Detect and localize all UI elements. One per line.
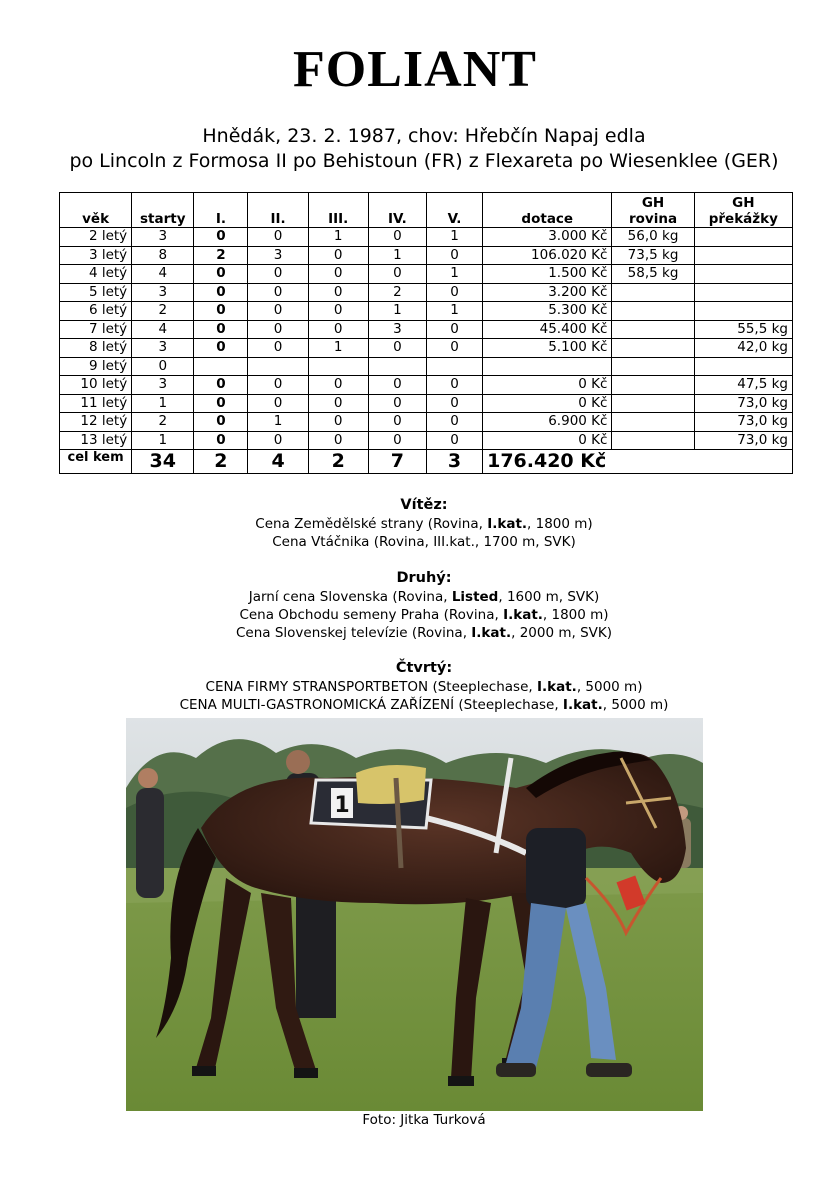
table-cell: 0 xyxy=(194,413,248,432)
table-cell: 3 xyxy=(248,246,308,265)
result-text: Cena Vtáčnika (Rovina, III.kat., 1700 m, SVK) xyxy=(272,534,576,550)
table-cell: 1 xyxy=(368,302,426,321)
total-starts: 34 xyxy=(132,450,194,474)
table-cell: 6 letý xyxy=(60,302,132,321)
table-cell xyxy=(612,320,694,339)
table-row xyxy=(60,394,793,413)
result-text: CENA FIRMY STRANSPORTBETON (Steeplechase, xyxy=(205,679,537,695)
table-cell: 1 xyxy=(132,431,194,450)
table-cell: 3 xyxy=(132,376,194,395)
table-cell: 0 xyxy=(194,302,248,321)
table-cell: 45.400 Kč xyxy=(483,320,612,339)
total-earnings: 176.420 Kč xyxy=(483,450,793,474)
table-cell: 0 xyxy=(194,339,248,358)
result-category: I.kat. xyxy=(503,607,543,623)
horse-details: Hnědák, 23. 2. 1987, chov: Hřebčín Napaj edla xyxy=(202,125,646,147)
table-cell xyxy=(612,413,694,432)
table-cell: 0 xyxy=(308,302,368,321)
result-line xyxy=(0,696,830,714)
table-cell: 73,0 kg xyxy=(694,394,792,413)
result-text: Jarní cena Slovenska (Rovina, xyxy=(248,589,452,605)
table-row xyxy=(60,246,793,265)
table-cell: 3.000 Kč xyxy=(483,228,612,247)
table-cell: 5.300 Kč xyxy=(483,302,612,321)
table-row xyxy=(60,228,793,247)
table-cell: 3.200 Kč xyxy=(483,283,612,302)
col-header: starty xyxy=(132,193,194,228)
table-cell: 56,0 kg xyxy=(612,228,694,247)
table-cell: 0 xyxy=(248,339,308,358)
table-cell: 73,0 kg xyxy=(694,413,792,432)
table-cell xyxy=(308,357,368,376)
col-header: GH rovina xyxy=(612,193,694,228)
result-line xyxy=(0,624,830,642)
table-cell: 0 xyxy=(308,413,368,432)
result-line xyxy=(0,533,830,551)
table-cell: 1 xyxy=(308,339,368,358)
table-cell: 0 xyxy=(368,394,426,413)
career-table xyxy=(59,192,793,474)
table-cell: 4 letý xyxy=(60,265,132,284)
table-cell: 2 xyxy=(132,413,194,432)
result-category: I.kat. xyxy=(471,625,512,641)
table-row xyxy=(60,413,793,432)
table-cell: 11 letý xyxy=(60,394,132,413)
winner-section xyxy=(0,496,830,551)
result-category: I.kat. xyxy=(536,679,577,695)
table-row xyxy=(60,339,793,358)
table-cell: 3 xyxy=(132,228,194,247)
col-header: II. xyxy=(248,193,308,228)
table-cell: 0 xyxy=(426,394,482,413)
table-cell: 55,5 kg xyxy=(694,320,792,339)
result-line xyxy=(0,606,830,624)
table-cell: 0 xyxy=(248,228,308,247)
table-cell: 13 letý xyxy=(60,431,132,450)
table-cell: 3 xyxy=(368,320,426,339)
col-header: IV. xyxy=(368,193,426,228)
col-header: I. xyxy=(194,193,248,228)
second-heading: Druhý: xyxy=(396,570,452,586)
table-cell: 0 xyxy=(248,320,308,339)
table-row xyxy=(60,376,793,395)
table-cell: 0 xyxy=(194,265,248,284)
table-cell xyxy=(694,302,792,321)
table-cell xyxy=(612,339,694,358)
result-line xyxy=(0,588,830,606)
table-cell: 12 letý xyxy=(60,413,132,432)
table-cell: 0 Kč xyxy=(483,394,612,413)
result-category: Listed xyxy=(451,589,499,605)
table-cell: 0 xyxy=(194,228,248,247)
table-cell xyxy=(612,357,694,376)
table-cell: 1 xyxy=(426,228,482,247)
table-cell: 10 letý xyxy=(60,376,132,395)
result-text: , 1800 m) xyxy=(527,516,593,532)
table-cell: 2 xyxy=(368,283,426,302)
table-cell: 0 xyxy=(194,283,248,302)
table-cell: 0 xyxy=(426,283,482,302)
table-cell: 6.900 Kč xyxy=(483,413,612,432)
table-row xyxy=(60,265,793,284)
result-text: , 2000 m, SVK) xyxy=(511,625,612,641)
table-header-row xyxy=(60,193,793,228)
table-cell: 0 Kč xyxy=(483,431,612,450)
table-cell: 0 xyxy=(426,376,482,395)
table-row xyxy=(60,302,793,321)
table-row xyxy=(60,283,793,302)
table-cell: 0 xyxy=(368,413,426,432)
table-cell xyxy=(612,376,694,395)
total-third: 2 xyxy=(308,450,368,474)
table-cell: 1 xyxy=(132,394,194,413)
total-row xyxy=(60,450,793,474)
result-line xyxy=(0,515,830,533)
table-cell: 9 letý xyxy=(60,357,132,376)
table-cell: 58,5 kg xyxy=(612,265,694,284)
table-row xyxy=(60,320,793,339)
table-cell xyxy=(248,357,308,376)
table-cell: 106.020 Kč xyxy=(483,246,612,265)
total-first: 2 xyxy=(194,450,248,474)
table-cell: 1 xyxy=(426,265,482,284)
table-cell: 2 xyxy=(132,302,194,321)
horse-name: FOLIANT xyxy=(293,41,537,98)
col-header: věk xyxy=(60,193,132,228)
fourth-heading: Čtvrtý: xyxy=(395,660,453,676)
table-cell: 1.500 Kč xyxy=(483,265,612,284)
table-cell: 0 xyxy=(194,320,248,339)
table-cell: 0 xyxy=(308,320,368,339)
table-cell: 5 letý xyxy=(60,283,132,302)
table-row xyxy=(60,431,793,450)
table-cell: 47,5 kg xyxy=(694,376,792,395)
table-cell: 0 xyxy=(426,320,482,339)
total-fourth: 7 xyxy=(368,450,426,474)
table-cell: 73,5 kg xyxy=(612,246,694,265)
table-cell: 0 xyxy=(248,431,308,450)
table-cell: 1 xyxy=(248,413,308,432)
table-cell xyxy=(612,431,694,450)
table-cell: 0 xyxy=(368,265,426,284)
table-cell: 1 xyxy=(308,228,368,247)
table-cell: 0 xyxy=(308,283,368,302)
horse-photo-image xyxy=(126,718,703,1111)
table-cell: 2 xyxy=(194,246,248,265)
table-cell: 0 xyxy=(426,431,482,450)
table-cell: 0 xyxy=(426,413,482,432)
table-cell: 0 xyxy=(426,246,482,265)
table-row xyxy=(60,357,793,376)
table-cell xyxy=(612,302,694,321)
table-cell: 0 xyxy=(248,302,308,321)
table-cell: 0 xyxy=(368,228,426,247)
table-cell: 5.100 Kč xyxy=(483,339,612,358)
table-cell xyxy=(612,394,694,413)
table-cell: 0 xyxy=(308,246,368,265)
col-header: dotace xyxy=(483,193,612,228)
horse-pedigree: po Lincoln z Formosa II po Behistoun (FR) z Flexareta po Wiesenklee (GER) xyxy=(69,150,779,172)
table-cell: 8 xyxy=(132,246,194,265)
table-cell: 4 xyxy=(132,320,194,339)
table-cell: 3 letý xyxy=(60,246,132,265)
col-header: GH překážky xyxy=(694,193,792,228)
table-cell xyxy=(694,357,792,376)
table-cell: 0 xyxy=(368,339,426,358)
table-cell xyxy=(483,357,612,376)
table-cell: 0 xyxy=(194,394,248,413)
total-fifth: 3 xyxy=(426,450,482,474)
total-label: cel kem xyxy=(60,450,132,474)
table-cell: 0 xyxy=(248,283,308,302)
table-cell: 0 xyxy=(308,376,368,395)
table-cell xyxy=(368,357,426,376)
second-section xyxy=(0,569,830,642)
total-second: 4 xyxy=(248,450,308,474)
table-cell: 0 xyxy=(194,431,248,450)
fourth-section xyxy=(0,659,830,714)
table-cell: 0 xyxy=(248,376,308,395)
table-cell: 0 xyxy=(368,431,426,450)
result-text: Cena Slovenskej televízie (Rovina, xyxy=(236,625,472,641)
table-cell: 0 xyxy=(132,357,194,376)
table-cell: 7 letý xyxy=(60,320,132,339)
table-cell: 8 letý xyxy=(60,339,132,358)
table-cell: 4 xyxy=(132,265,194,284)
result-text: , 5000 m) xyxy=(576,679,643,695)
horse-photo xyxy=(126,718,703,1111)
table-cell: 0 Kč xyxy=(483,376,612,395)
table-cell: 0 xyxy=(248,394,308,413)
saddle-number: 1 xyxy=(334,793,350,818)
table-cell: 0 xyxy=(308,394,368,413)
result-line xyxy=(0,678,830,696)
result-category: I.kat. xyxy=(487,516,528,532)
table-cell xyxy=(694,246,792,265)
table-cell: 0 xyxy=(308,431,368,450)
table-cell xyxy=(694,283,792,302)
col-header: III. xyxy=(308,193,368,228)
table-cell xyxy=(694,228,792,247)
table-cell: 1 xyxy=(426,302,482,321)
result-text: , 5000 m) xyxy=(602,697,669,713)
table-cell xyxy=(612,283,694,302)
table-cell: 2 letý xyxy=(60,228,132,247)
table-cell: 1 xyxy=(368,246,426,265)
table-cell: 0 xyxy=(368,376,426,395)
result-text: Cena Zemědělské strany (Rovina, xyxy=(255,516,488,532)
table-cell: 0 xyxy=(426,339,482,358)
result-text: CENA MULTI-GASTRONOMICKÁ ZAŘÍZENÍ (Steeplechase, xyxy=(179,697,563,713)
table-cell: 0 xyxy=(248,265,308,284)
table-cell xyxy=(694,265,792,284)
table-cell xyxy=(194,357,248,376)
table-cell: 0 xyxy=(308,265,368,284)
table-cell xyxy=(426,357,482,376)
result-category: I.kat. xyxy=(562,697,603,713)
table-cell: 3 xyxy=(132,339,194,358)
table-cell: 0 xyxy=(194,376,248,395)
photo-caption: Foto: Jitka Turková xyxy=(362,1112,486,1128)
table-cell: 73,0 kg xyxy=(694,431,792,450)
table-cell: 3 xyxy=(132,283,194,302)
result-text: , 1800 m) xyxy=(542,607,609,623)
winner-heading: Vítěz: xyxy=(400,497,448,513)
result-text: , 1600 m, SVK) xyxy=(498,589,600,605)
table-cell: 42,0 kg xyxy=(694,339,792,358)
result-text: Cena Obchodu semeny Praha (Rovina, xyxy=(239,607,504,623)
col-header: V. xyxy=(426,193,482,228)
